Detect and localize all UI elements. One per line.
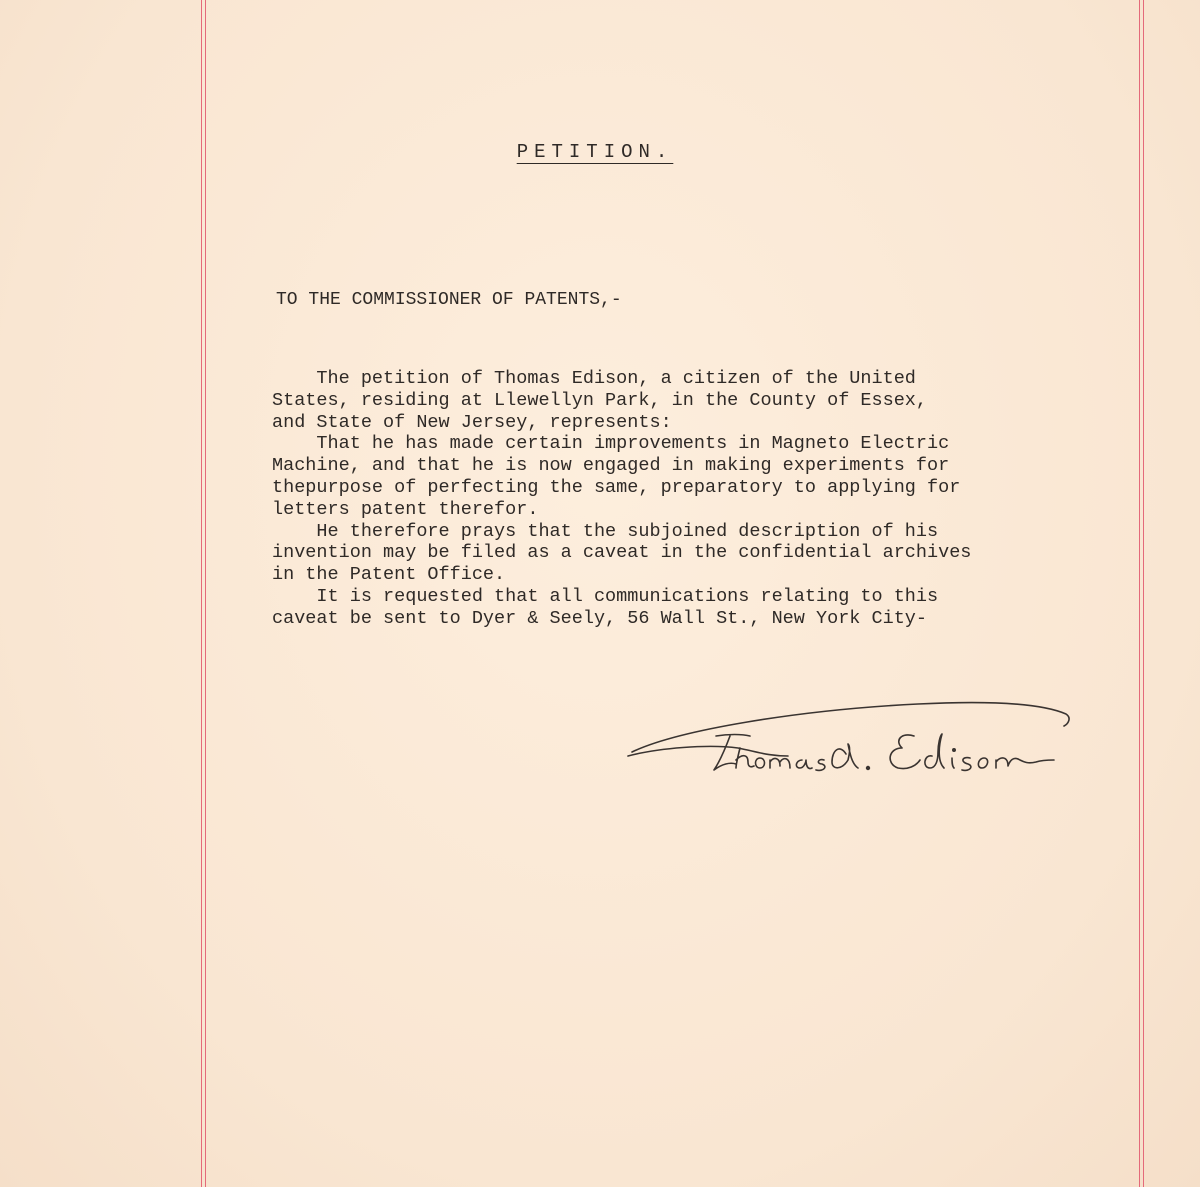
- document-title: PETITION.: [516, 141, 674, 163]
- body-line: It is requested that all communications relating to this: [272, 585, 939, 607]
- body-line: caveat be sent to Dyer & Seely, 56 Wall St., New York City-: [272, 607, 928, 629]
- petition-body: [272, 368, 1092, 630]
- body-line: The petition of Thomas Edison, a citizen of the United: [272, 368, 916, 389]
- body-line: in the Patent Office.: [272, 564, 506, 586]
- signature-drawing: [618, 690, 1078, 800]
- body-line: letters patent therefor.: [272, 498, 539, 520]
- body-line: Machine, and that he is now engaged in making experiments for: [272, 455, 950, 477]
- body-line: That he has made certain improvements in Magneto Electric: [272, 433, 950, 455]
- body-line: States, residing at Llewellyn Park, in the County of Essex,: [272, 389, 928, 411]
- right-margin-rule: [1139, 0, 1144, 1187]
- addressee-line: TO THE COMMISSIONER OF PATENTS,-: [276, 290, 622, 310]
- handwritten-signature: [618, 690, 1078, 800]
- body-line: He therefore prays that the subjoined description of his: [272, 520, 939, 542]
- body-line: invention may be filed as a caveat in the confidential archives: [272, 542, 972, 564]
- body-line: thepurpose of perfecting the same, preparatory to applying for: [272, 476, 961, 498]
- left-margin-rule: [201, 0, 206, 1187]
- body-line: and State of New Jersey, represents:: [272, 411, 672, 433]
